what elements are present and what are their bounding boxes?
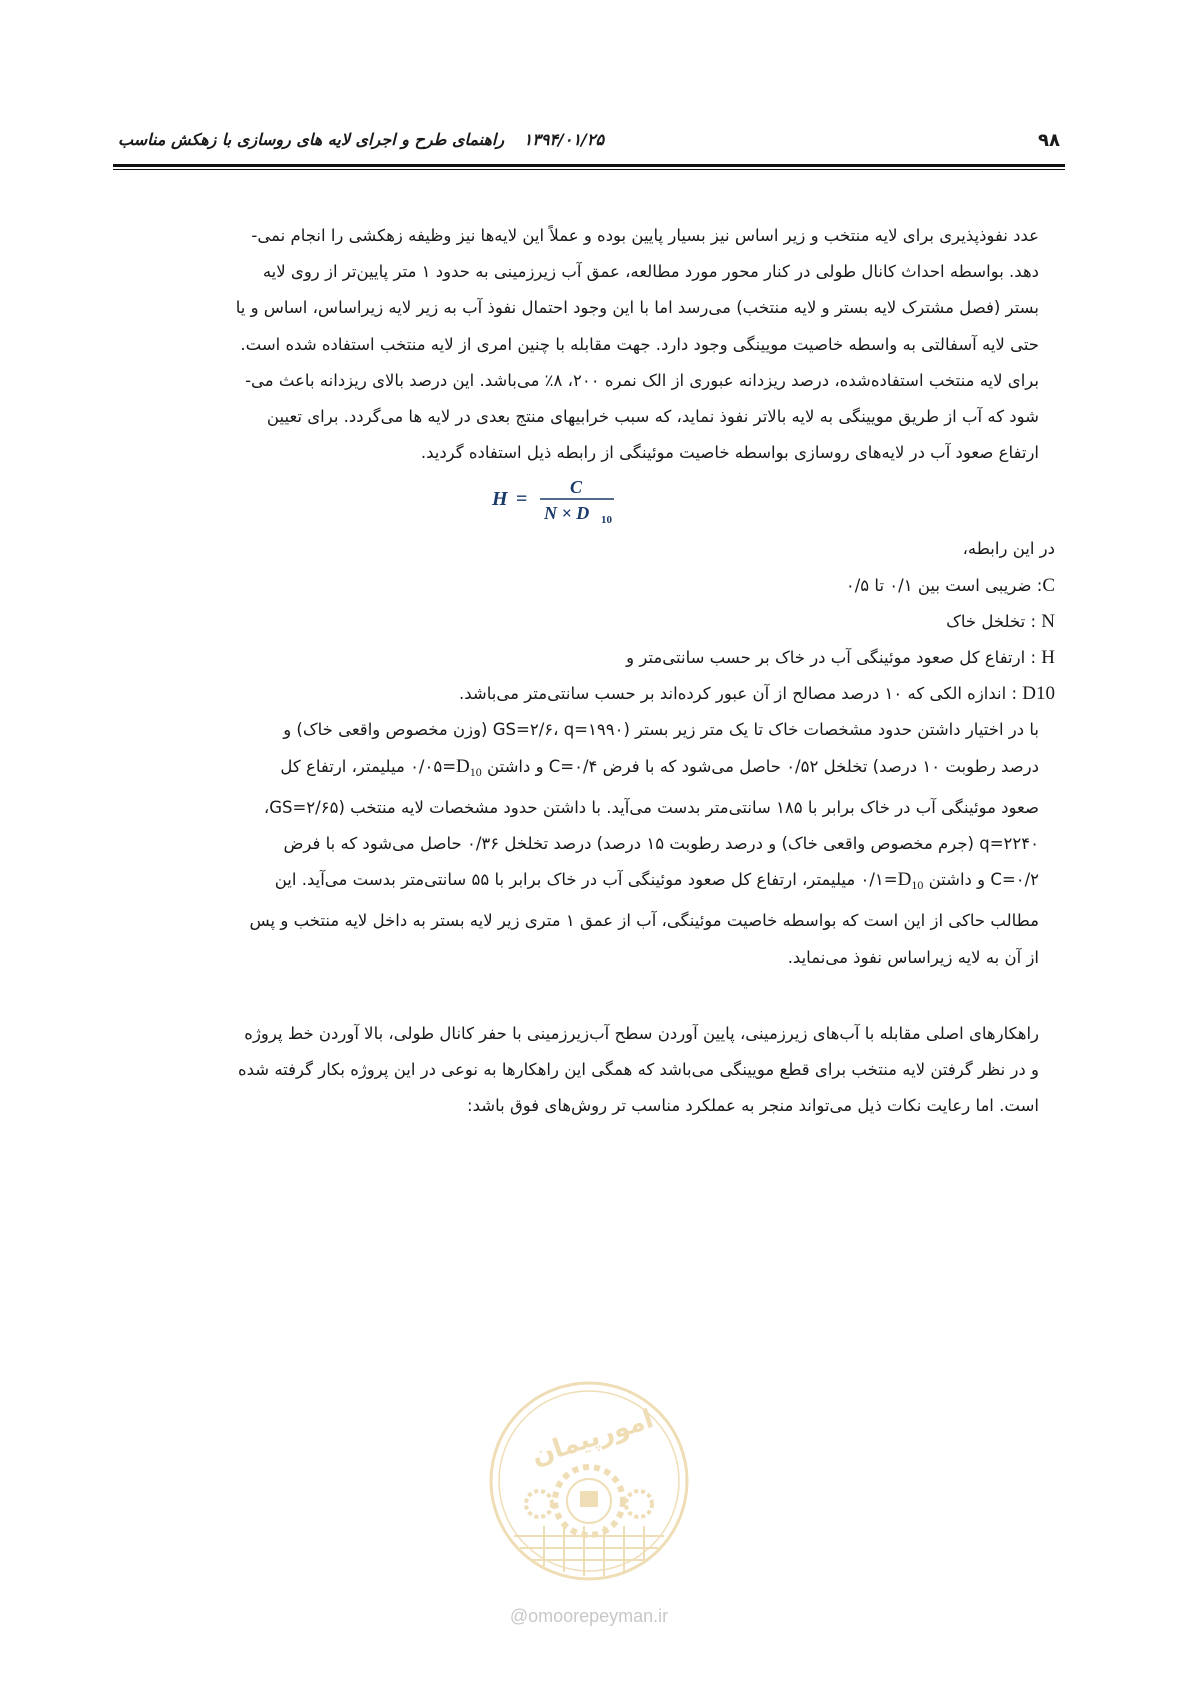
page-header	[118, 128, 1060, 158]
header-title-text: راهنمای طرح و اجرای لایه های روسازی با زهکش مناسب	[118, 130, 505, 149]
paragraph-1	[113, 218, 1065, 471]
text-run: درصد رطوبت ۱۰ درصد) تخلخل ۰/۵۲ حاصل می‌شود که با فرض C=۰/۴ و داشتن	[481, 756, 1039, 776]
definitions-intro: در این رابطه،	[962, 539, 1055, 559]
symbol: C	[1042, 574, 1055, 596]
definitions	[113, 531, 1065, 712]
text-line: دهد. بواسطه احداث کانال طولی در کنار محور مورد مطالعه، عمق آب زیرزمینی به حدود ۱ متر پایین‌تر از روی لایه	[262, 262, 1039, 282]
watermark	[484, 1376, 694, 1636]
d-letter: D	[897, 869, 912, 891]
paragraph-2	[113, 712, 1065, 975]
header-date: ۱۳۹۴/۰۱/۲۵	[523, 130, 605, 149]
grid-pattern	[514, 1526, 664, 1576]
formula-equals: =	[516, 488, 528, 511]
definition-text: : ضریبی است بین ۰/۱ تا ۰/۵	[845, 575, 1043, 595]
symbol: N	[1041, 610, 1055, 632]
d10-symbol	[897, 869, 924, 893]
text-line: مطالب حاکی از این است که بواسطه خاصیت موئینگی، آب از عمق ۱ متری زیر لایه بستر به داخل لایه منتخب و پس	[249, 911, 1039, 931]
text-line: از آن به لایه زیراساس نفوذ می‌نماید.	[787, 947, 1039, 967]
text-line	[113, 862, 1065, 903]
formula-subscript: 10	[601, 514, 612, 527]
d-letter: D	[456, 755, 470, 777]
text-run: =۰/۰۵ میلیمتر، ارتفاع کل	[280, 756, 457, 776]
definition-h	[113, 640, 1065, 676]
text-line: است. اما رعایت نکات ذیل می‌تواند منجر به عملکرد مناسب تر روش‌های فوق باشد:	[467, 1096, 1039, 1116]
text-line: عدد نفوذپذیری برای لایه منتخب و زیر اساس نیز بسیار پایین بوده و عملاً این لایه‌ها نیز وظیفه زهکشی را انجام نمی-	[251, 226, 1039, 245]
page-body	[113, 218, 1065, 1124]
definition-text: : ارتفاع کل صعود موئینگی آب در خاک بر حسب سانتی‌متر و	[626, 648, 1042, 668]
formula-numerator: C	[569, 477, 583, 498]
capillary-rise-formula	[113, 471, 1065, 531]
paragraph-3	[113, 1016, 1065, 1125]
text-run: =۰/۱ میلیمتر، ارتفاع کل صعود موئینگی آب در خاک برابر با ۵۵ سانتی‌متر بدست می‌آید. این	[274, 870, 898, 890]
formula-lhs: H	[492, 488, 508, 511]
definition-d10	[113, 676, 1065, 712]
small-gear-right-icon	[626, 1491, 652, 1517]
watermark-logo	[484, 1376, 694, 1601]
formula-graphic	[484, 471, 634, 527]
small-gear-left-icon	[526, 1491, 552, 1517]
d-subscript: 10	[911, 878, 924, 893]
paragraph-gap	[113, 976, 1065, 1016]
symbol: H	[1041, 647, 1055, 669]
text-line: حتی لایه آسفالتی به واسطه خاصیت مویینگی وجود دارد. جهت مقابله با چنین امری از لایه منتخب استفاده شده است.	[240, 334, 1039, 354]
watermark-caption: @omoorepeyman.ir	[509, 1606, 669, 1626]
logo-text: امورپیمان	[528, 1404, 658, 1472]
logo-outer-ring	[491, 1383, 687, 1579]
definition-c	[113, 568, 1065, 604]
text-line	[113, 749, 1065, 790]
page-number: ۹۸	[1038, 130, 1060, 151]
running-title	[118, 130, 604, 149]
text-line: برای لایه منتخب استفاده‌شده، درصد ریزدانه عبوری از الک نمره ۲۰۰، ۸٪ می‌باشد. این درصد بالای ریزدانه باعث می-	[245, 370, 1039, 390]
symbol: D10	[1022, 683, 1055, 705]
definition-text: : اندازه الکی که ۱۰ درصد مصالح از آن عبور کرده‌اند بر حسب سانتی‌متر می‌باشد.	[459, 684, 1023, 704]
d10-symbol	[456, 756, 482, 777]
text-line: بستر (فصل مشترک لایه بستر و لایه منتخب) می‌رسد اما با این وجود احتمال نفوذ آب به زیر لایه زیراساس، اساس و یا	[235, 298, 1039, 318]
text-line: صعود موئینگی آب در خاک برابر با ۱۸۵ سانتی‌متر بدست می‌آید. با داشتن حدود مشخصات لایه منتخب (GS=۲/۶۵،	[263, 797, 1039, 817]
building-icon	[580, 1491, 598, 1507]
definition-text: : تخلخل خاک	[946, 611, 1042, 631]
formula-denominator: N × D	[544, 503, 590, 524]
definition-n	[113, 604, 1065, 640]
d-subscript: 10	[469, 764, 482, 779]
text-line: و در نظر گرفتن لایه منتخب برای قطع مویینگی می‌باشد که همگی این راهکارها به نوعی در این پروژه بکار گرفته شده	[237, 1060, 1039, 1080]
text-line: شود که آب از طریق مویینگی به لایه بالاتر نفوذ نماید، که سبب خرابیهای منتج بعدی در لایه ها می‌گردد. برای تعیین	[266, 407, 1039, 427]
text-line: راهکارهای اصلی مقابله با آب‌های زیرزمینی، پایین آوردن سطح آب‌زیرزمینی با حفر کانال طولی، بالا آوردن خط پروژه	[244, 1023, 1039, 1043]
text-run: C=۰/۲ و داشتن	[923, 870, 1039, 890]
text-line: q=۲۲۴۰ (جرم مخصوص واقعی خاک) و درصد رطوبت ۱۵ درصد) درصد تخلخل ۰/۳۶ حاصل می‌شود که با فرض	[283, 834, 1039, 854]
header-rule	[113, 164, 1065, 167]
text-line: ارتفاع صعود آب در لایه‌های روسازی بواسطه خاصیت موئینگی از رابطه ذیل استفاده گردید.	[420, 443, 1039, 463]
text-line: با در اختیار داشتن حدود مشخصات خاک تا یک متر زیر بستر (GS=۲/۶، q=۱۹۹۰ (وزن مخصوص واقعی خاک) و	[283, 720, 1039, 740]
header-rule-thin	[113, 169, 1065, 170]
